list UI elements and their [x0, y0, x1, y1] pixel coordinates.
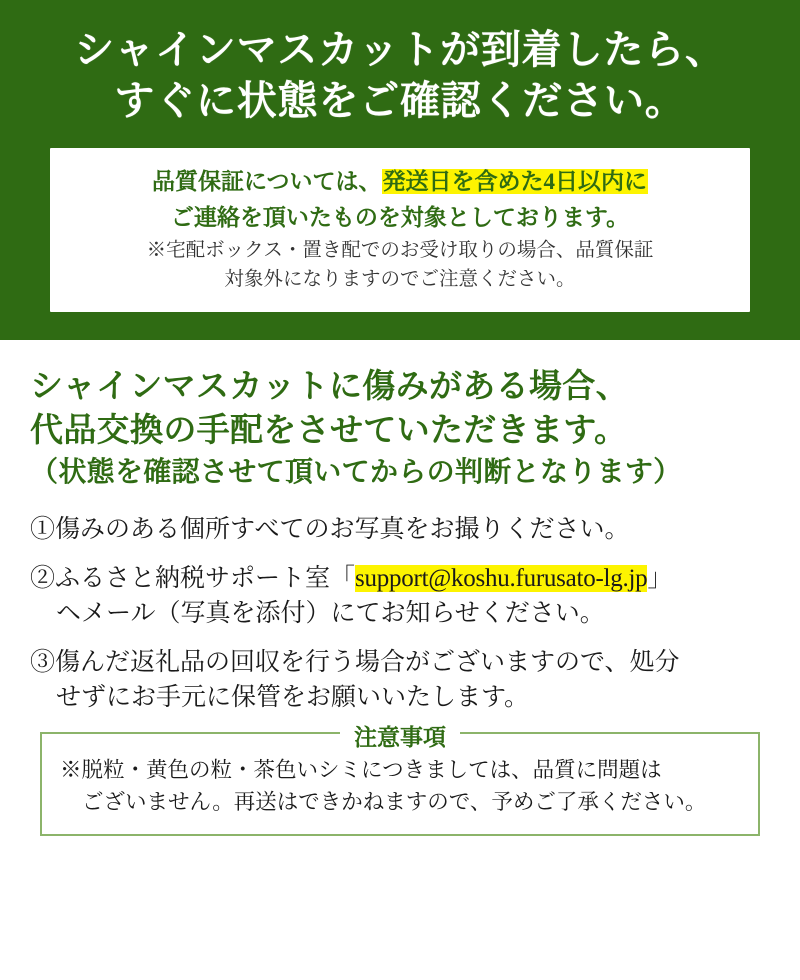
- note-line-1: [64, 164, 736, 200]
- steps-list: [30, 512, 770, 716]
- note-line-1-pre: 品質保証については、: [151, 169, 382, 195]
- step-1-text: ①傷みのある個所すべてのお写真をお撮りください。: [30, 516, 630, 544]
- lower-section: [0, 340, 800, 836]
- caution-box: [40, 724, 760, 837]
- note-line-2: ご連絡を頂いたものを対象としております。: [170, 205, 630, 231]
- top-heading-line-1: シャインマスカットが到着したら、: [74, 27, 726, 72]
- list-item: [30, 645, 770, 716]
- replacement-heading: [30, 366, 770, 492]
- quality-guarantee-note-box: [50, 148, 750, 312]
- note-line-4: 対象外になりますのでご注意ください。: [224, 268, 576, 290]
- replacement-heading-line-3: （状態を確認させて頂いてからの判断となります）: [30, 457, 682, 489]
- step-2-text-pre: ②ふるさと納税サポート室「: [30, 564, 356, 592]
- list-item: [30, 512, 770, 548]
- top-heading: [0, 24, 800, 126]
- top-heading-line-2: すぐに状態をご確認ください。: [114, 78, 686, 124]
- note-line-3: ※宅配ボックス・置き配でのお受け取りの場合、品質保証: [146, 239, 654, 261]
- note-line-1-highlight: 発送日を含めた4日以内に: [382, 169, 648, 195]
- step-3-text-line-1: ③傷んだ返礼品の回収を行う場合がございますので、処分: [30, 648, 680, 676]
- list-item: [30, 561, 770, 632]
- top-green-panel: [0, 0, 800, 340]
- caution-title: 注意事項: [340, 719, 460, 752]
- caution-line-1: ※脱粒・黄色の粒・茶色いシミにつきましては、品質に問題は: [60, 757, 662, 782]
- step-2-text-post: 」: [647, 564, 673, 592]
- replacement-heading-line-2: 代品交換の手配をさせていただきます。: [30, 412, 628, 449]
- replacement-heading-line-1: シャインマスカットに傷みがある場合、: [30, 369, 629, 406]
- support-email-address[interactable]: support@koshu.furusato-lg.jp: [355, 564, 648, 592]
- step-3-text-line-2: せずにお手元に保管をお願いいたします。: [56, 684, 530, 712]
- caution-line-2: ございません。再送はできかねますので、予めご了承ください。: [82, 789, 707, 814]
- step-2-text-line-2: ヘメール（写真を添付）にてお知らせください。: [56, 600, 605, 628]
